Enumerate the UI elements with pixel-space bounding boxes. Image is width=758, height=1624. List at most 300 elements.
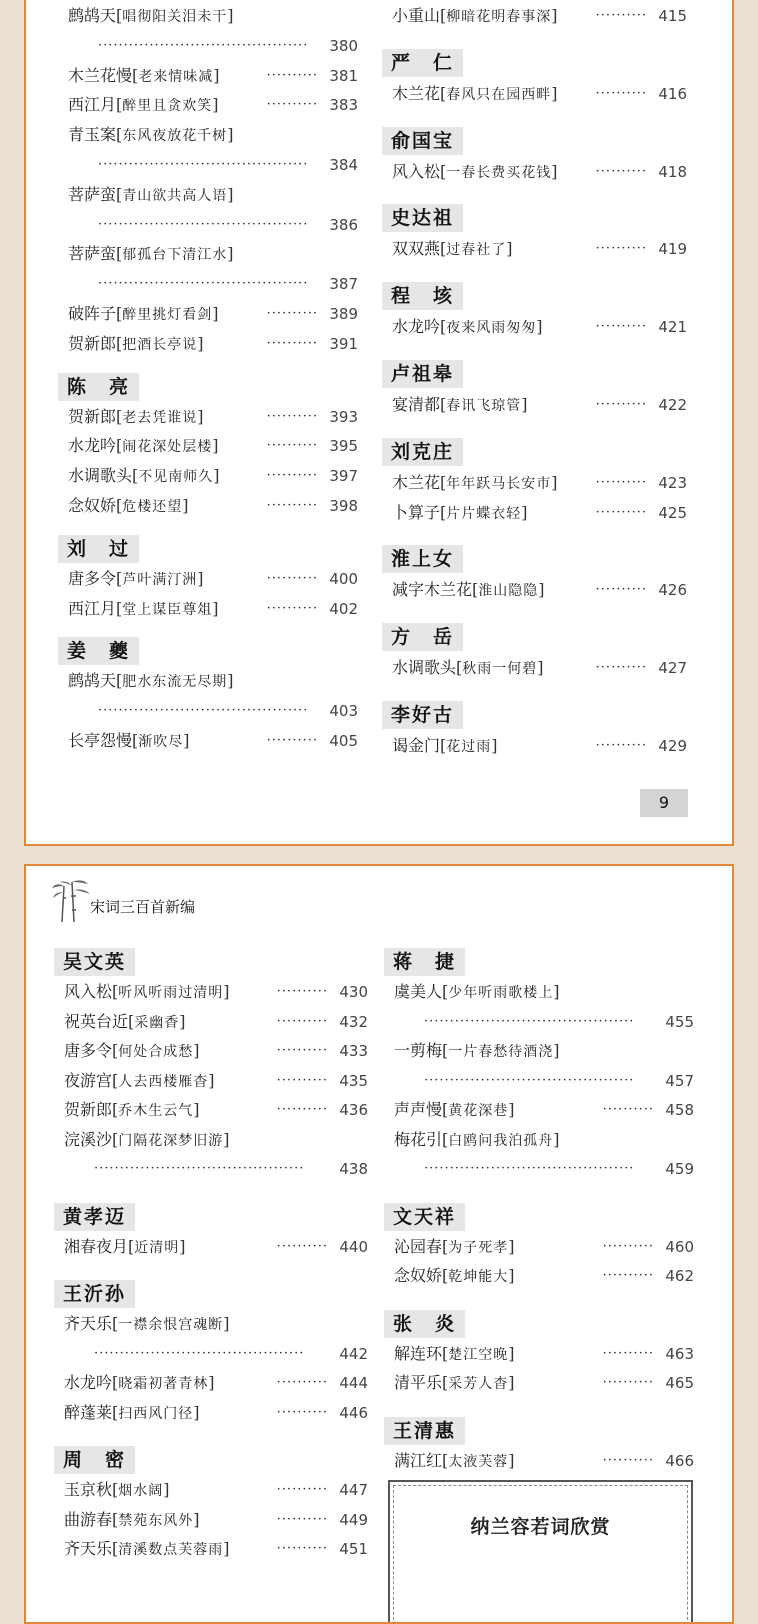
bracket-open: [	[442, 1041, 449, 1060]
toc-entry[interactable]	[64, 1130, 368, 1150]
tune-name: 梅花引	[394, 1129, 443, 1149]
bracket-close: ]	[179, 1236, 186, 1256]
page-ref: 444	[339, 1374, 368, 1392]
author-heading: 陈 亮	[58, 373, 139, 401]
toc-entry[interactable]	[68, 125, 358, 145]
page-ref: 435	[339, 1071, 368, 1090]
page-ref: 381	[329, 66, 358, 85]
page-ref: 432	[339, 1012, 368, 1031]
page-ref: 416	[658, 84, 687, 103]
tune-name: 菩萨蛮	[68, 244, 117, 264]
dot-leader: ··········	[266, 570, 318, 586]
bracket-close: ]	[197, 333, 204, 353]
bracket-close: ]	[227, 125, 234, 145]
tune-name: 木兰花慢	[68, 65, 133, 85]
bracket-open: [	[116, 244, 123, 264]
author-heading: 张 炎	[384, 1310, 465, 1338]
dot-leader: ·········································	[98, 276, 309, 292]
bracket-open: [	[116, 95, 123, 115]
bracket-open: [	[442, 1373, 449, 1392]
tune-name: 木兰花	[392, 83, 441, 103]
dot-leader: ··········	[276, 1375, 328, 1390]
page-ref: 429	[658, 737, 687, 755]
page-ref: 433	[339, 1042, 368, 1060]
page-ref: 459	[665, 1160, 694, 1178]
tune-name: 唐多令	[68, 568, 117, 588]
first-line: 近清明	[134, 1239, 180, 1256]
tune-name: 念奴娇	[394, 1266, 443, 1285]
page-ref: 449	[339, 1510, 368, 1529]
bamboo-icon	[52, 878, 92, 922]
first-line: 乾坤能大	[448, 1269, 509, 1285]
tune-name: 曲游春	[64, 1509, 113, 1529]
bracket-open: [	[112, 1480, 119, 1499]
tune-name: 唐多令	[64, 1041, 113, 1060]
author-heading: 李好古	[382, 701, 463, 729]
dot-leader: ··········	[266, 733, 318, 748]
tune-name: 西江月	[68, 598, 117, 618]
toc-entry[interactable]	[64, 1314, 368, 1334]
first-line: 禁苑东风外	[118, 1512, 194, 1529]
bracket-close: ]	[551, 83, 558, 103]
bracket-open: [	[132, 65, 139, 85]
section-box	[388, 1480, 693, 1624]
author-heading: 严 仁	[382, 49, 463, 77]
page-ref: 463	[665, 1344, 694, 1363]
page-ref: 405	[329, 732, 358, 750]
bracket-open: [	[442, 1129, 449, 1149]
dot-leader: ··········	[276, 1072, 328, 1088]
author-heading: 俞国宝	[382, 127, 463, 155]
dot-leader: ··········	[595, 163, 647, 179]
bracket-close: ]	[508, 1236, 515, 1256]
dot-leader: ··········	[595, 504, 647, 520]
author-heading: 姜 夔	[58, 637, 139, 665]
page-ref: 395	[329, 437, 358, 456]
bracket-close: ]	[179, 1011, 186, 1031]
toc-page-9	[24, 0, 734, 846]
bracket-close: ]	[553, 1041, 560, 1060]
page-ref: 465	[665, 1374, 694, 1392]
first-line: 把酒长亭说	[122, 336, 198, 353]
author-heading: 文天祥	[384, 1203, 465, 1231]
tune-name: 破阵子	[68, 304, 117, 323]
dot-leader: ··········	[595, 582, 647, 598]
tune-name: 西江月	[68, 95, 117, 115]
first-line: 花过雨	[446, 739, 492, 755]
first-line: 乔木生云气	[118, 1103, 194, 1119]
first-line: 醉里且贪欢笑	[122, 98, 213, 115]
dot-leader: ·········································	[98, 216, 309, 232]
bracket-open: [	[112, 982, 119, 1001]
page-ref: 447	[339, 1481, 368, 1499]
page-ref: 398	[329, 497, 358, 515]
page-number: 9	[640, 789, 688, 817]
first-line: 不见南师久	[138, 469, 214, 486]
bracket-open: [	[116, 6, 123, 25]
page-ref: 460	[665, 1237, 694, 1256]
dot-leader: ··········	[595, 660, 647, 676]
first-line: 一襟余恨宫魂断	[118, 1317, 224, 1333]
first-line: 楚江空晚	[448, 1346, 509, 1363]
page-ref: 438	[339, 1160, 368, 1178]
toc-entry[interactable]	[68, 185, 358, 205]
bracket-close: ]	[508, 1343, 515, 1363]
tune-name: 贺新郎	[68, 333, 117, 353]
tune-name: 卜算子	[392, 502, 441, 522]
tune-name: 水调歌头	[392, 658, 457, 678]
dot-leader: ··········	[602, 1238, 654, 1254]
bracket-close: ]	[508, 1266, 515, 1285]
tune-name: 贺新郎	[68, 406, 117, 426]
first-line: 春讯飞琼管	[446, 398, 522, 414]
bracket-close: ]	[223, 1314, 230, 1333]
bracket-open: [	[440, 83, 447, 103]
page-ref: 393	[329, 407, 358, 426]
tune-name: 玉京秋	[64, 1480, 113, 1499]
first-line: 为子死孝	[448, 1239, 509, 1256]
bracket-close: ]	[551, 6, 558, 25]
bracket-open: [	[112, 1070, 119, 1090]
author-heading: 卢祖皋	[382, 360, 463, 388]
first-line: 一春长费买花钱	[446, 164, 552, 181]
tune-name: 风入松	[392, 161, 441, 181]
first-line: 何处合成愁	[118, 1044, 194, 1060]
bracket-open: [	[442, 1343, 449, 1363]
first-line: 唱彻阳关泪未干	[122, 9, 228, 25]
author-heading: 黄孝迈	[54, 1203, 135, 1231]
dot-leader: ··········	[602, 1375, 654, 1390]
first-line: 夜来风雨匆匆	[446, 320, 537, 337]
page-ref: 436	[339, 1101, 368, 1119]
bracket-close: ]	[227, 244, 234, 264]
first-line: 白鸥问我泊孤舟	[448, 1132, 554, 1149]
bracket-open: [	[116, 125, 123, 145]
page-ref: 451	[339, 1540, 368, 1558]
bracket-close: ]	[551, 472, 558, 492]
dot-leader: ··········	[602, 1345, 654, 1361]
dot-leader: ··········	[595, 738, 647, 753]
bracket-open: [	[132, 466, 139, 486]
dot-leader: ··········	[266, 498, 318, 513]
bracket-open: [	[440, 317, 447, 337]
first-line: 听风听雨过清明	[118, 985, 224, 1001]
bracket-close: ]	[553, 982, 560, 1001]
first-line: 柳暗花明春事深	[446, 9, 552, 25]
first-line: 人去西楼雁杳	[118, 1073, 209, 1090]
bracket-open: [	[456, 658, 463, 678]
bracket-close: ]	[182, 496, 189, 515]
author-heading: 蒋 捷	[384, 948, 465, 976]
bracket-close: ]	[213, 65, 220, 85]
box-border	[393, 1485, 688, 1624]
first-line: 片片蝶衣轻	[446, 505, 522, 522]
tune-name: 清平乐	[394, 1373, 443, 1392]
dot-leader: ··········	[266, 600, 318, 616]
bracket-close: ]	[508, 1450, 515, 1470]
page-ref: 430	[339, 983, 368, 1001]
toc-entry[interactable]	[394, 982, 694, 1002]
bracket-close: ]	[223, 1129, 230, 1149]
bracket-close: ]	[227, 671, 234, 691]
dot-leader: ··········	[266, 97, 318, 113]
first-line: 清溪数点芙蓉雨	[118, 1542, 224, 1558]
author-heading: 吴文英	[54, 948, 135, 976]
bracket-open: [	[132, 731, 139, 750]
bracket-close: ]	[551, 161, 558, 181]
bracket-close: ]	[208, 1070, 215, 1090]
page-ref: 383	[329, 96, 358, 115]
dot-leader: ··········	[595, 474, 647, 490]
page-ref: 418	[658, 162, 687, 181]
section-title: 纳兰容若词欣赏	[470, 1516, 611, 1538]
bracket-close: ]	[521, 395, 528, 414]
dot-leader: ·········································	[98, 157, 309, 172]
page-ref: 402	[329, 599, 358, 618]
bracket-open: [	[440, 239, 447, 259]
tune-name: 水龙吟	[64, 1373, 113, 1392]
dot-leader: ··········	[276, 1541, 328, 1556]
page-ref: 457	[665, 1071, 694, 1090]
bracket-close: ]	[193, 1402, 200, 1422]
bracket-close: ]	[223, 982, 230, 1001]
dot-leader: ··········	[266, 468, 318, 484]
tune-name: 水龙吟	[68, 436, 117, 456]
first-line: 秋雨一何碧	[462, 661, 538, 678]
bracket-open: [	[128, 1011, 135, 1031]
bracket-close: ]	[553, 1129, 560, 1149]
author-heading: 王沂孙	[54, 1280, 135, 1308]
dot-leader: ··········	[266, 438, 318, 454]
book-title: 宋词三百首新编	[90, 898, 196, 916]
first-line: 东风夜放花千树	[122, 128, 228, 145]
page-ref: 391	[329, 334, 358, 353]
tune-name: 宴清都	[392, 395, 441, 414]
first-line: 青山欲共高人语	[122, 187, 228, 204]
bracket-open: [	[440, 736, 447, 755]
bracket-open: [	[442, 982, 449, 1001]
first-line: 郁孤台下清江水	[122, 247, 228, 264]
author-heading: 方 岳	[382, 623, 463, 651]
bracket-open: [	[112, 1100, 119, 1119]
bracket-open: [	[440, 395, 447, 414]
bracket-close: ]	[223, 1539, 230, 1558]
dot-leader: ··········	[266, 335, 318, 351]
author-heading: 刘克庄	[382, 438, 463, 466]
bracket-close: ]	[197, 568, 204, 588]
page-ref: 462	[665, 1267, 694, 1285]
bracket-close: ]	[536, 317, 543, 337]
bracket-open: [	[112, 1509, 119, 1529]
first-line: 堂上谋臣尊俎	[122, 601, 213, 618]
bracket-close: ]	[163, 1480, 170, 1499]
first-line: 过春社了	[446, 242, 507, 259]
bracket-close: ]	[197, 406, 204, 426]
first-line: 少年听雨歌楼上	[448, 985, 554, 1001]
dot-leader: ··········	[276, 1238, 328, 1254]
tune-name: 小重山	[392, 6, 441, 25]
bracket-open: [	[440, 502, 447, 522]
bracket-close: ]	[521, 502, 528, 522]
page-ref: 387	[329, 275, 358, 294]
dot-leader: ··········	[276, 1511, 328, 1527]
bracket-open: [	[442, 1266, 449, 1285]
bracket-open: [	[442, 1450, 449, 1470]
bracket-close: ]	[213, 466, 220, 486]
tune-name: 解连环	[394, 1343, 443, 1363]
page-ref: 455	[665, 1012, 694, 1031]
bracket-close: ]	[208, 1373, 215, 1392]
bracket-close: ]	[212, 95, 219, 115]
bracket-open: [	[112, 1402, 119, 1422]
tune-name: 齐天乐	[64, 1314, 113, 1333]
first-line: 肥水东流无尽期	[122, 674, 228, 691]
dot-leader: ··········	[595, 319, 647, 335]
page-ref: 458	[665, 1101, 694, 1119]
dot-leader: ··········	[266, 306, 318, 321]
page-ref: 384	[329, 156, 358, 174]
first-line: 黄花深巷	[448, 1103, 509, 1119]
toc-entry[interactable]	[68, 671, 358, 691]
dot-leader: ··········	[276, 1404, 328, 1420]
bracket-open: [	[128, 1236, 135, 1256]
bracket-close: ]	[508, 1100, 515, 1119]
bracket-close: ]	[193, 1509, 200, 1529]
author-heading: 周 密	[54, 1446, 135, 1474]
bracket-open: [	[116, 671, 123, 691]
bracket-close: ]	[183, 731, 190, 750]
dot-leader: ··········	[602, 1452, 654, 1468]
dot-leader: ·········································	[424, 1161, 635, 1176]
page-ref: 422	[658, 396, 687, 414]
toc-entry[interactable]	[394, 1041, 694, 1061]
dot-leader: ··········	[276, 1013, 328, 1029]
tune-name: 虞美人	[394, 982, 443, 1001]
dot-leader: ··········	[266, 67, 318, 83]
page-ref: 421	[658, 318, 687, 337]
dot-leader: ··········	[276, 1102, 328, 1117]
bracket-close: ]	[193, 1041, 200, 1060]
tune-name: 青玉案	[68, 125, 117, 145]
dot-leader: ··········	[276, 1482, 328, 1497]
bracket-close: ]	[491, 736, 498, 755]
dot-leader: ··········	[276, 984, 328, 999]
first-line: 春风只在园西畔	[446, 86, 552, 103]
bracket-open: [	[112, 1539, 119, 1558]
dot-leader: ··········	[266, 408, 318, 424]
tune-name: 满江红	[394, 1450, 443, 1470]
tune-name: 念奴娇	[68, 496, 117, 515]
bracket-open: [	[442, 1236, 449, 1256]
tune-name: 湘春夜月	[64, 1236, 129, 1256]
page-ref: 419	[658, 240, 687, 259]
page-ref: 389	[329, 305, 358, 323]
bracket-open: [	[116, 184, 123, 204]
page-ref: 423	[658, 473, 687, 492]
bracket-open: [	[116, 598, 123, 618]
page-ref: 397	[329, 467, 358, 486]
first-line: 烟水阔	[118, 1483, 164, 1499]
dot-leader: ··········	[595, 241, 647, 257]
first-line: 渐吹尽	[138, 734, 184, 750]
dot-leader: ·········································	[98, 703, 309, 719]
toc-entry[interactable]	[394, 1130, 694, 1150]
first-line: 闹花深处层楼	[122, 439, 213, 456]
bracket-open: [	[112, 1129, 119, 1149]
toc-page-10	[24, 864, 734, 1624]
dot-leader: ·········································	[424, 1013, 635, 1029]
tune-name: 齐天乐	[64, 1539, 113, 1558]
tune-name: 鹧鸪天	[68, 6, 117, 25]
tune-name: 声声慢	[394, 1100, 443, 1119]
tune-name: 贺新郎	[64, 1100, 113, 1119]
page-ref: 386	[329, 215, 358, 234]
bracket-open: [	[116, 436, 123, 456]
bracket-open: [	[440, 6, 447, 25]
author-heading: 刘 过	[58, 535, 139, 563]
tune-name: 醉蓬莱	[64, 1402, 113, 1422]
bracket-open: [	[116, 496, 123, 515]
page-ref: 400	[329, 569, 358, 588]
bracket-open: [	[116, 568, 123, 588]
author-heading: 淮上女	[382, 545, 463, 573]
first-line: 年年跃马长安市	[446, 475, 552, 492]
author-heading: 史达祖	[382, 204, 463, 232]
bracket-open: [	[116, 304, 123, 323]
first-line: 芦叶满汀洲	[122, 571, 198, 588]
toc-entry[interactable]	[68, 244, 358, 264]
bracket-close: ]	[212, 304, 219, 323]
bracket-close: ]	[212, 598, 219, 618]
first-line: 淮山隐隐	[478, 583, 539, 600]
page-ref: 427	[658, 659, 687, 678]
bracket-close: ]	[227, 184, 234, 204]
page-ref: 380	[329, 36, 358, 55]
bracket-open: [	[116, 333, 123, 353]
bracket-close: ]	[537, 658, 544, 678]
toc-entry[interactable]	[68, 6, 358, 26]
first-line: 太液芙蓉	[448, 1453, 509, 1470]
page-ref: 440	[339, 1237, 368, 1256]
page-ref: 466	[665, 1451, 694, 1470]
bracket-close: ]	[538, 580, 545, 600]
tune-name: 祝英台近	[64, 1011, 129, 1031]
first-line: 采幽香	[134, 1014, 180, 1031]
bracket-open: [	[116, 406, 123, 426]
page-ref: 446	[339, 1403, 368, 1422]
dot-leader: ·········································	[94, 1161, 305, 1176]
tune-name: 双双燕	[392, 239, 441, 259]
bracket-open: [	[440, 472, 447, 492]
bracket-open: [	[472, 580, 479, 600]
page-ref: 442	[339, 1344, 368, 1363]
dot-leader: ··········	[602, 1268, 654, 1283]
tune-name: 沁园春	[394, 1236, 443, 1256]
tune-name: 夜游宫	[64, 1070, 113, 1090]
tune-name: 风入松	[64, 982, 113, 1001]
page-ref: 415	[658, 7, 687, 25]
tune-name: 长亭怨慢	[68, 731, 133, 750]
bracket-close: ]	[212, 436, 219, 456]
author-heading: 王清惠	[384, 1417, 465, 1445]
bracket-open: [	[440, 161, 447, 181]
first-line: 醉里挑灯看剑	[122, 307, 213, 323]
tune-name: 浣溪沙	[64, 1129, 113, 1149]
bracket-close: ]	[227, 6, 234, 25]
first-line: 老来情味减	[138, 68, 214, 85]
page-ref: 426	[658, 581, 687, 600]
tune-name: 木兰花	[392, 472, 441, 492]
